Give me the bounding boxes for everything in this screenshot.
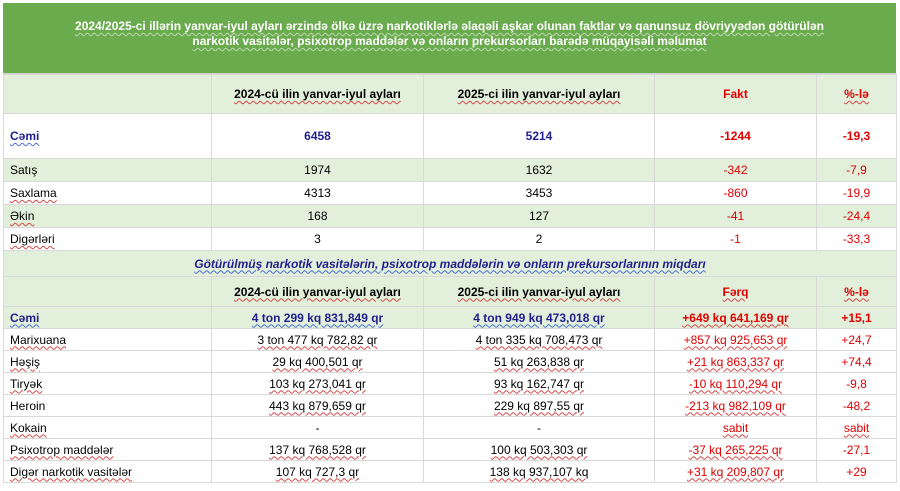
row-pct: -9,8 bbox=[817, 373, 897, 395]
seizures-header-pct: %-lə bbox=[817, 277, 897, 307]
seizures-total-label: Cəmi bbox=[4, 307, 212, 329]
row-2025: 4 ton 335 kq 708,473 qr bbox=[424, 329, 655, 351]
facts-header-fakt: Fakt bbox=[655, 75, 817, 114]
report-title bbox=[3, 3, 896, 74]
row-label: Əkin bbox=[4, 205, 212, 228]
facts-total-diff: -1244 bbox=[655, 114, 817, 159]
row-pct: -48,2 bbox=[817, 395, 897, 417]
row-pct: +74,4 bbox=[817, 351, 897, 373]
seizures-total-2024: 4 ton 299 kq 831,849 qr bbox=[212, 307, 424, 329]
row-pct: -33,3 bbox=[817, 228, 897, 251]
seizures-header-row bbox=[4, 277, 897, 307]
row-2025: 100 kq 503,303 qr bbox=[424, 439, 655, 461]
row-pct: -24,4 bbox=[817, 205, 897, 228]
facts-header-blank bbox=[4, 75, 212, 114]
row-label: Satış bbox=[4, 159, 212, 182]
row-pct: -19,9 bbox=[817, 182, 897, 205]
seizures-total-diff: +649 kq 641,169 qr bbox=[655, 307, 817, 329]
row-2025: 1632 bbox=[424, 159, 655, 182]
row-diff: -1 bbox=[655, 228, 817, 251]
row-diff: -41 bbox=[655, 205, 817, 228]
row-label: Kokain bbox=[4, 417, 212, 439]
row-2025: 138 kq 937,107 kq bbox=[424, 461, 655, 483]
row-diff: +21 kq 863,337 qr bbox=[655, 351, 817, 373]
row-2024: 103 kq 273,041 qr bbox=[212, 373, 424, 395]
row-label: Tiryək bbox=[4, 373, 212, 395]
row-label: Digər narkotik vasitələr bbox=[4, 461, 212, 483]
table-row bbox=[4, 395, 897, 417]
row-2024: 3 bbox=[212, 228, 424, 251]
row-2025: 3453 bbox=[424, 182, 655, 205]
seizures-total-2025: 4 ton 949 kq 473,018 qr bbox=[424, 307, 655, 329]
table-row bbox=[4, 228, 897, 251]
row-pct: sabit bbox=[817, 417, 897, 439]
row-diff: +31 kq 209,807 qr bbox=[655, 461, 817, 483]
row-label: Digərləri bbox=[4, 228, 212, 251]
seizures-subtitle-row bbox=[4, 251, 897, 277]
seizures-total-row bbox=[4, 307, 897, 329]
row-pct: +29 bbox=[817, 461, 897, 483]
table-row bbox=[4, 205, 897, 228]
facts-header-pct: %-lə bbox=[817, 75, 897, 114]
title-line-2: narkotik vasitələr, psixotrop maddələr və onların prekursorları barədə müqayisəli məlumat bbox=[192, 34, 707, 48]
report-sheet bbox=[3, 3, 896, 483]
row-label: Həşiş bbox=[4, 351, 212, 373]
row-2024: 1974 bbox=[212, 159, 424, 182]
facts-header-2025: 2025-ci ilin yanvar-iyul ayları bbox=[424, 75, 655, 114]
row-2025: 93 kq 162,747 qr bbox=[424, 373, 655, 395]
facts-header-2024: 2024-cü ilin yanvar-iyul ayları bbox=[212, 75, 424, 114]
table-row bbox=[4, 159, 897, 182]
row-label: Heroin bbox=[4, 395, 212, 417]
row-diff: sabit bbox=[655, 417, 817, 439]
row-2025: 51 kq 263,838 qr bbox=[424, 351, 655, 373]
table-row bbox=[4, 182, 897, 205]
row-diff: -37 kq 265,225 qr bbox=[655, 439, 817, 461]
seizures-header-ferq: Fərq bbox=[655, 277, 817, 307]
seizures-total-pct: +15,1 bbox=[817, 307, 897, 329]
seizures-header-blank bbox=[4, 277, 212, 307]
row-diff: +857 kq 925,653 qr bbox=[655, 329, 817, 351]
row-label: Psixotrop maddələr bbox=[4, 439, 212, 461]
facts-total-pct: -19,3 bbox=[817, 114, 897, 159]
table-row bbox=[4, 461, 897, 483]
seizures-subtitle: Götürülmüş narkotik vasitələrin, psixotrop maddələrin və onların prekursorlarının miqdarı bbox=[4, 251, 897, 277]
table-row bbox=[4, 373, 897, 395]
row-diff: -10 kq 110,294 qr bbox=[655, 373, 817, 395]
facts-total-label: Cəmi bbox=[4, 114, 212, 159]
row-2024: 29 kq 400,501 qr bbox=[212, 351, 424, 373]
row-2025: 2 bbox=[424, 228, 655, 251]
row-pct: -7,9 bbox=[817, 159, 897, 182]
table-row bbox=[4, 329, 897, 351]
comparison-table bbox=[3, 74, 897, 483]
row-2024: 107 kq 727,3 qr bbox=[212, 461, 424, 483]
seizures-header-2024: 2024-cü ilin yanvar-iyul ayları bbox=[212, 277, 424, 307]
row-diff: -860 bbox=[655, 182, 817, 205]
row-diff: -213 kq 982,109 qr bbox=[655, 395, 817, 417]
row-2024: - bbox=[212, 417, 424, 439]
facts-total-2025: 5214 bbox=[424, 114, 655, 159]
facts-total-2024: 6458 bbox=[212, 114, 424, 159]
row-2025: 127 bbox=[424, 205, 655, 228]
row-2024: 137 kq 768,528 qr bbox=[212, 439, 424, 461]
row-2024: 443 kq 879,659 qr bbox=[212, 395, 424, 417]
row-pct: -27,1 bbox=[817, 439, 897, 461]
facts-total-row bbox=[4, 114, 897, 159]
table-row bbox=[4, 417, 897, 439]
row-2025: - bbox=[424, 417, 655, 439]
row-label: Saxlama bbox=[4, 182, 212, 205]
row-2024: 3 ton 477 kq 782,82 qr bbox=[212, 329, 424, 351]
table-row bbox=[4, 351, 897, 373]
table-row bbox=[4, 439, 897, 461]
row-pct: +24,7 bbox=[817, 329, 897, 351]
row-2024: 168 bbox=[212, 205, 424, 228]
row-2024: 4313 bbox=[212, 182, 424, 205]
seizures-header-2025: 2025-ci ilin yanvar-iyul ayları bbox=[424, 277, 655, 307]
title-line-1: 2024/2025-ci illərin yanvar-iyul ayları ərzində ölkə üzrə narkotiklərlə əlaqəli aşkar olunan faktlar və qanunsuz dövriyyədən götürülən bbox=[75, 19, 824, 33]
facts-header-row bbox=[4, 75, 897, 114]
row-2025: 229 kq 897,55 qr bbox=[424, 395, 655, 417]
row-diff: -342 bbox=[655, 159, 817, 182]
row-label: Marixuana bbox=[4, 329, 212, 351]
